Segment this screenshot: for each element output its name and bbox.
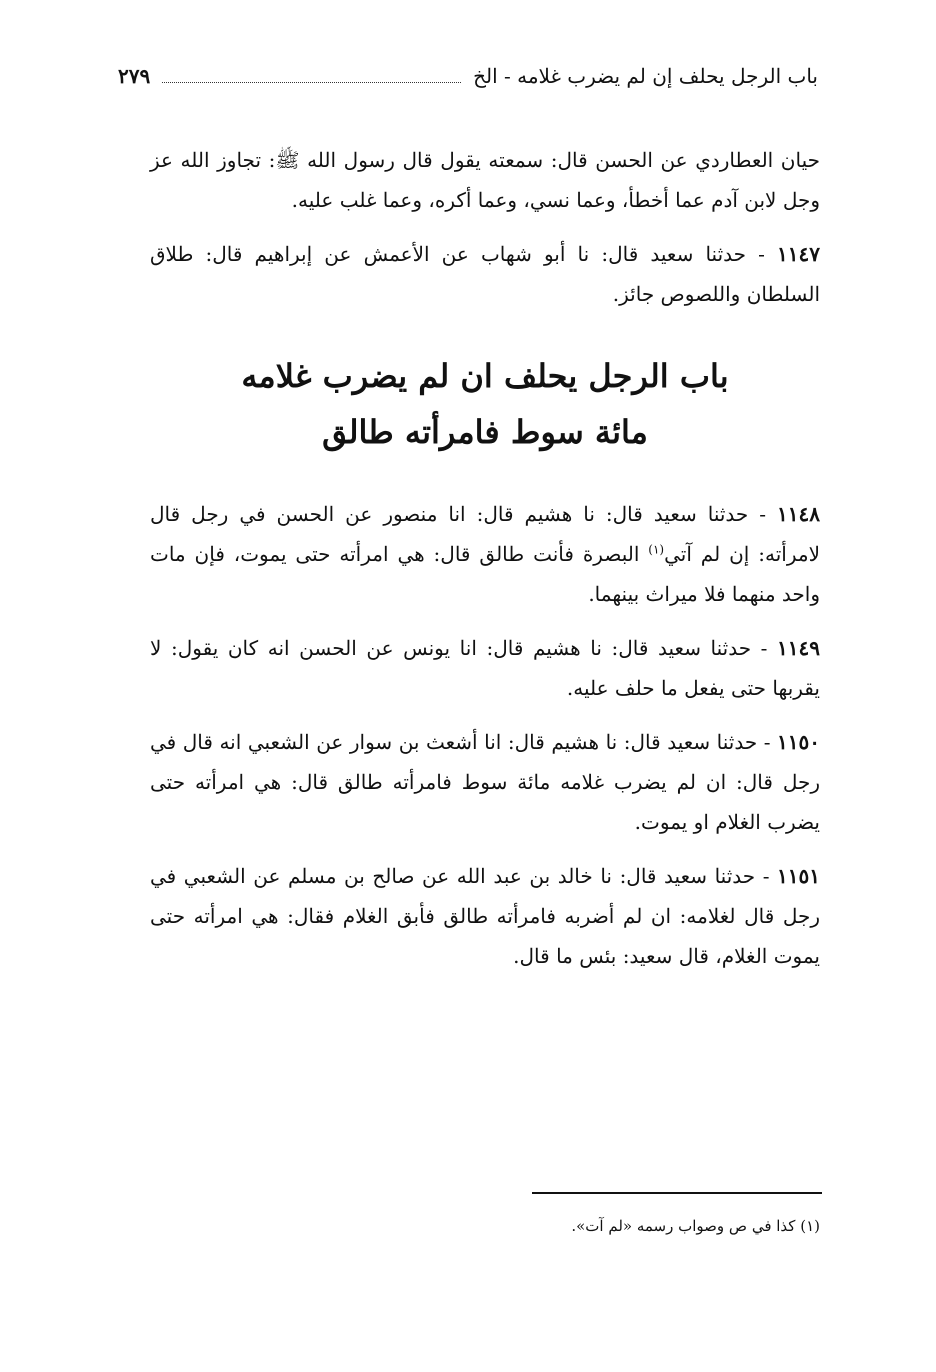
hadith-text-cont: البصرة فأنت طالق قال: هي امرأته حتى يموت، فإن مات واحد منهما فلا ميراث بينهما. — [150, 542, 820, 606]
footnote: (١) كذا في ص وصواب رسمه «لم آت». — [571, 1217, 820, 1235]
hadith-text: - حدثنا سعيد قال: نا أبو شهاب عن الأعمش عن إبراهيم قال: طلاق السلطان واللصوص جائز. — [150, 242, 820, 306]
hadith-number: ١١٤٩ — [777, 636, 821, 660]
chapter-heading-line-2: مائة سوط فامرأته طالق — [322, 413, 648, 451]
hadith-1149 — [150, 628, 820, 708]
hadith-number: ١١٤٧ — [777, 242, 821, 266]
header-dotted-leader — [162, 82, 461, 83]
footnote-divider — [532, 1192, 822, 1194]
running-header — [118, 58, 818, 94]
hadith-number: ١١٤٨ — [777, 502, 821, 526]
hadith-1148 — [150, 494, 820, 614]
hadith-number: ١١٥١ — [777, 864, 821, 888]
hadith-1147 — [150, 234, 820, 314]
hadith-1151 — [150, 856, 820, 976]
hadith-text: - حدثنا سعيد قال: نا هشيم قال: انا أشعث بن سوار عن الشعبي انه قال في رجل قال: ان لم يضرب غلامه مائة سوط فامرأته طالق قال: هي امرأته حتى يضرب الغلام او يموت. — [150, 730, 820, 834]
hadith-1150 — [150, 722, 820, 842]
page-number: ٢٧٩ — [118, 64, 151, 88]
hadith-number: ١١٥٠ — [777, 730, 820, 754]
hadith-text: - حدثنا سعيد قال: نا هشيم قال: انا منصور عن الحسن في رجل قال لامرأته: إن لم آتي — [150, 502, 820, 566]
paragraph-text: حيان العطاردي عن الحسن قال: سمعته يقول قال رسول الله ﷺ: تجاوز الله عز وجل لابن آدم عما أخطأ، وعما نسي، وعما أكره، وعما غلب عليه. — [150, 148, 820, 212]
chapter-heading-line-1: باب الرجل يحلف ان لم يضرب غلامه — [241, 357, 729, 395]
hadith-text: - حدثنا سعيد قال: نا خالد بن عبد الله عن صالح بن مسلم عن الشعبي في رجل قال لغلامه: ان لم أضربه فامرأته طالق فأبق الغلام فقال: هي امرأته حتى يموت الغلام، قال سعيد: بئس ما قال. — [150, 864, 820, 968]
hadith-text: - حدثنا سعيد قال: نا هشيم قال: انا يونس عن الحسن انه كان يقول: لا يقربها حتى يفعل ما حلف عليه. — [150, 636, 820, 700]
footnote-marker: (١) — [648, 542, 665, 557]
chapter-heading — [150, 348, 820, 460]
main-text — [150, 140, 820, 990]
paragraph-continued — [150, 140, 820, 220]
running-title: باب الرجل يحلف إن لم يضرب غلامه - الخ — [473, 64, 818, 88]
